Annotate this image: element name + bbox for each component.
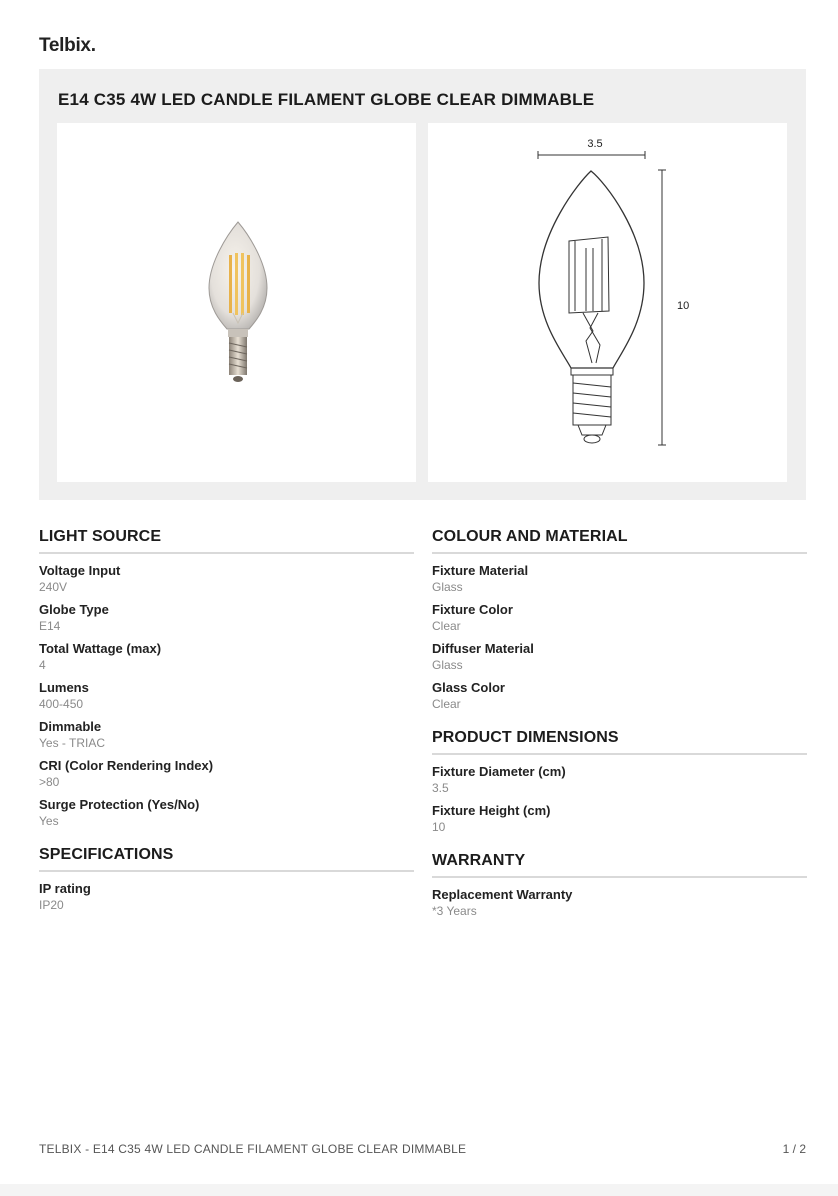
spec-item bbox=[432, 563, 807, 595]
spec-item bbox=[432, 680, 807, 712]
spec-label: Replacement Warranty bbox=[432, 887, 573, 902]
bulb-outline-diagram bbox=[428, 123, 787, 482]
spec-label: Fixture Material bbox=[432, 563, 529, 578]
spec-value: 4 bbox=[39, 658, 46, 672]
spec-item bbox=[39, 758, 414, 790]
height-label: 10 bbox=[677, 300, 690, 312]
spec-label: Glass Color bbox=[432, 680, 505, 695]
spec-label: CRI (Color Rendering Index) bbox=[39, 758, 214, 773]
section-title: PRODUCT DIMENSIONS bbox=[432, 729, 807, 755]
spec-value: Glass bbox=[432, 658, 463, 672]
diameter-label: 3.5 bbox=[587, 138, 603, 150]
spec-value: Glass bbox=[432, 580, 463, 594]
spec-value: E14 bbox=[39, 619, 61, 633]
spec-item bbox=[432, 887, 807, 919]
light-source-section bbox=[39, 528, 414, 829]
colour-material-section bbox=[432, 528, 807, 712]
product-photo bbox=[57, 123, 416, 482]
spec-label: Diffuser Material bbox=[432, 641, 534, 656]
spec-label: Total Wattage (max) bbox=[39, 641, 162, 656]
spec-label: Fixture Height (cm) bbox=[432, 803, 551, 818]
page-number: 1 / 2 bbox=[782, 1142, 806, 1156]
brand-logo: Telbix. bbox=[39, 35, 96, 56]
spec-value: >80 bbox=[39, 775, 60, 789]
spec-item bbox=[432, 803, 807, 835]
spec-value: *3 Years bbox=[432, 904, 477, 918]
spec-label: Voltage Input bbox=[39, 563, 121, 578]
section-title: LIGHT SOURCE bbox=[39, 528, 414, 554]
spec-label: Surge Protection (Yes/No) bbox=[39, 797, 200, 812]
warranty-section bbox=[432, 852, 807, 919]
spec-label: Fixture Diameter (cm) bbox=[432, 764, 566, 779]
spec-value: Clear bbox=[432, 697, 461, 711]
spec-item bbox=[39, 719, 414, 751]
spec-label: Fixture Color bbox=[432, 602, 513, 617]
right-column bbox=[432, 528, 807, 936]
left-column bbox=[39, 528, 414, 930]
bottom-strip bbox=[0, 1184, 838, 1196]
spec-value: 10 bbox=[432, 820, 446, 834]
spec-value: IP20 bbox=[39, 898, 64, 912]
footer-text: TELBIX - E14 C35 4W LED CANDLE FILAMENT GLOBE CLEAR DIMMABLE bbox=[39, 1142, 467, 1156]
bulb-photo-illustration bbox=[57, 123, 416, 482]
section-title: WARRANTY bbox=[432, 852, 807, 878]
product-dimensions-section bbox=[432, 729, 807, 835]
spec-value: Yes - TRIAC bbox=[39, 736, 106, 750]
section-title: COLOUR AND MATERIAL bbox=[432, 528, 807, 554]
spec-value: 400-450 bbox=[39, 697, 84, 711]
spec-value: Yes bbox=[39, 814, 59, 828]
spec-item bbox=[432, 641, 807, 673]
spec-value: Clear bbox=[432, 619, 461, 633]
product-title: E14 C35 4W LED CANDLE FILAMENT GLOBE CLEAR DIMMABLE bbox=[58, 90, 595, 109]
spec-item bbox=[39, 602, 414, 634]
spec-value: 3.5 bbox=[432, 781, 449, 795]
spec-item bbox=[39, 641, 414, 673]
spec-label: Lumens bbox=[39, 680, 89, 695]
spec-label: Globe Type bbox=[39, 602, 109, 617]
spec-item bbox=[432, 764, 807, 796]
specifications-section bbox=[39, 846, 414, 913]
spec-label: Dimmable bbox=[39, 719, 102, 734]
dimension-diagram bbox=[428, 123, 787, 482]
spec-item bbox=[39, 797, 414, 829]
spec-item bbox=[39, 680, 414, 712]
spec-item bbox=[39, 563, 414, 595]
spec-label: IP rating bbox=[39, 881, 91, 896]
spec-item bbox=[39, 881, 414, 913]
product-hero bbox=[39, 69, 806, 500]
spec-value: 240V bbox=[39, 580, 68, 594]
section-title: SPECIFICATIONS bbox=[39, 846, 414, 872]
spec-item bbox=[432, 602, 807, 634]
